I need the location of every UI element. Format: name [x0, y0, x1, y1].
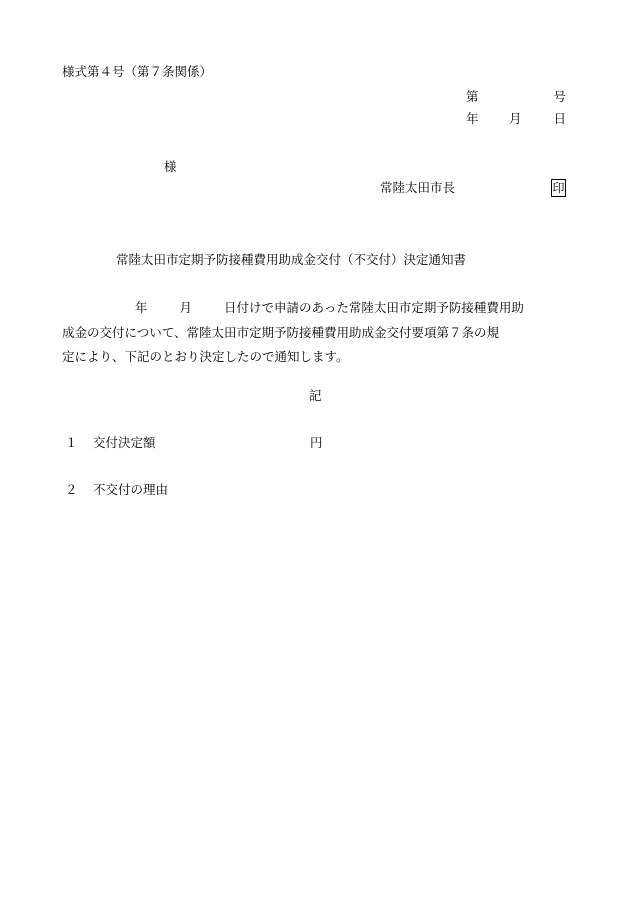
item-2-label: 不交付の理由 [93, 482, 169, 497]
addressee-honorific: 様 [164, 159, 177, 174]
document-title: 常陸太田市定期予防接種費用助成金交付（不交付）決定通知書 [116, 252, 467, 267]
body-line-1 [62, 296, 582, 321]
date-year: 年 [466, 111, 479, 126]
item-1-number: １ [65, 435, 78, 450]
seal-mark: 印 [552, 181, 565, 195]
item-1-label: 交付決定額 [93, 435, 156, 450]
body-line-2: 成金の交付について、常陸太田市定期予防接種費用助成金交付要項第７条の規 [62, 324, 500, 340]
ki-heading: 記 [309, 388, 322, 403]
item-1-unit: 円 [310, 435, 323, 450]
body-line-3: 定により、下記のとおり決定したので通知します。 [62, 349, 349, 364]
date-day: 日 [553, 111, 566, 126]
body-paragraph [62, 296, 582, 370]
issuer-name: 常陸太田市長 [380, 180, 456, 195]
item-2-number: ２ [65, 482, 78, 497]
date-month: 月 [509, 111, 522, 126]
body-month: 月 [179, 300, 193, 315]
document-number-prefix: 第 [466, 89, 479, 104]
body-line-1-text: 日付けで申請のあった常陸太田市定期予防接種費用助 [224, 300, 524, 315]
document-number-suffix: 号 [553, 89, 566, 104]
body-year: 年 [135, 300, 148, 315]
form-label: 様式第４号（第７条関係） [62, 64, 213, 79]
